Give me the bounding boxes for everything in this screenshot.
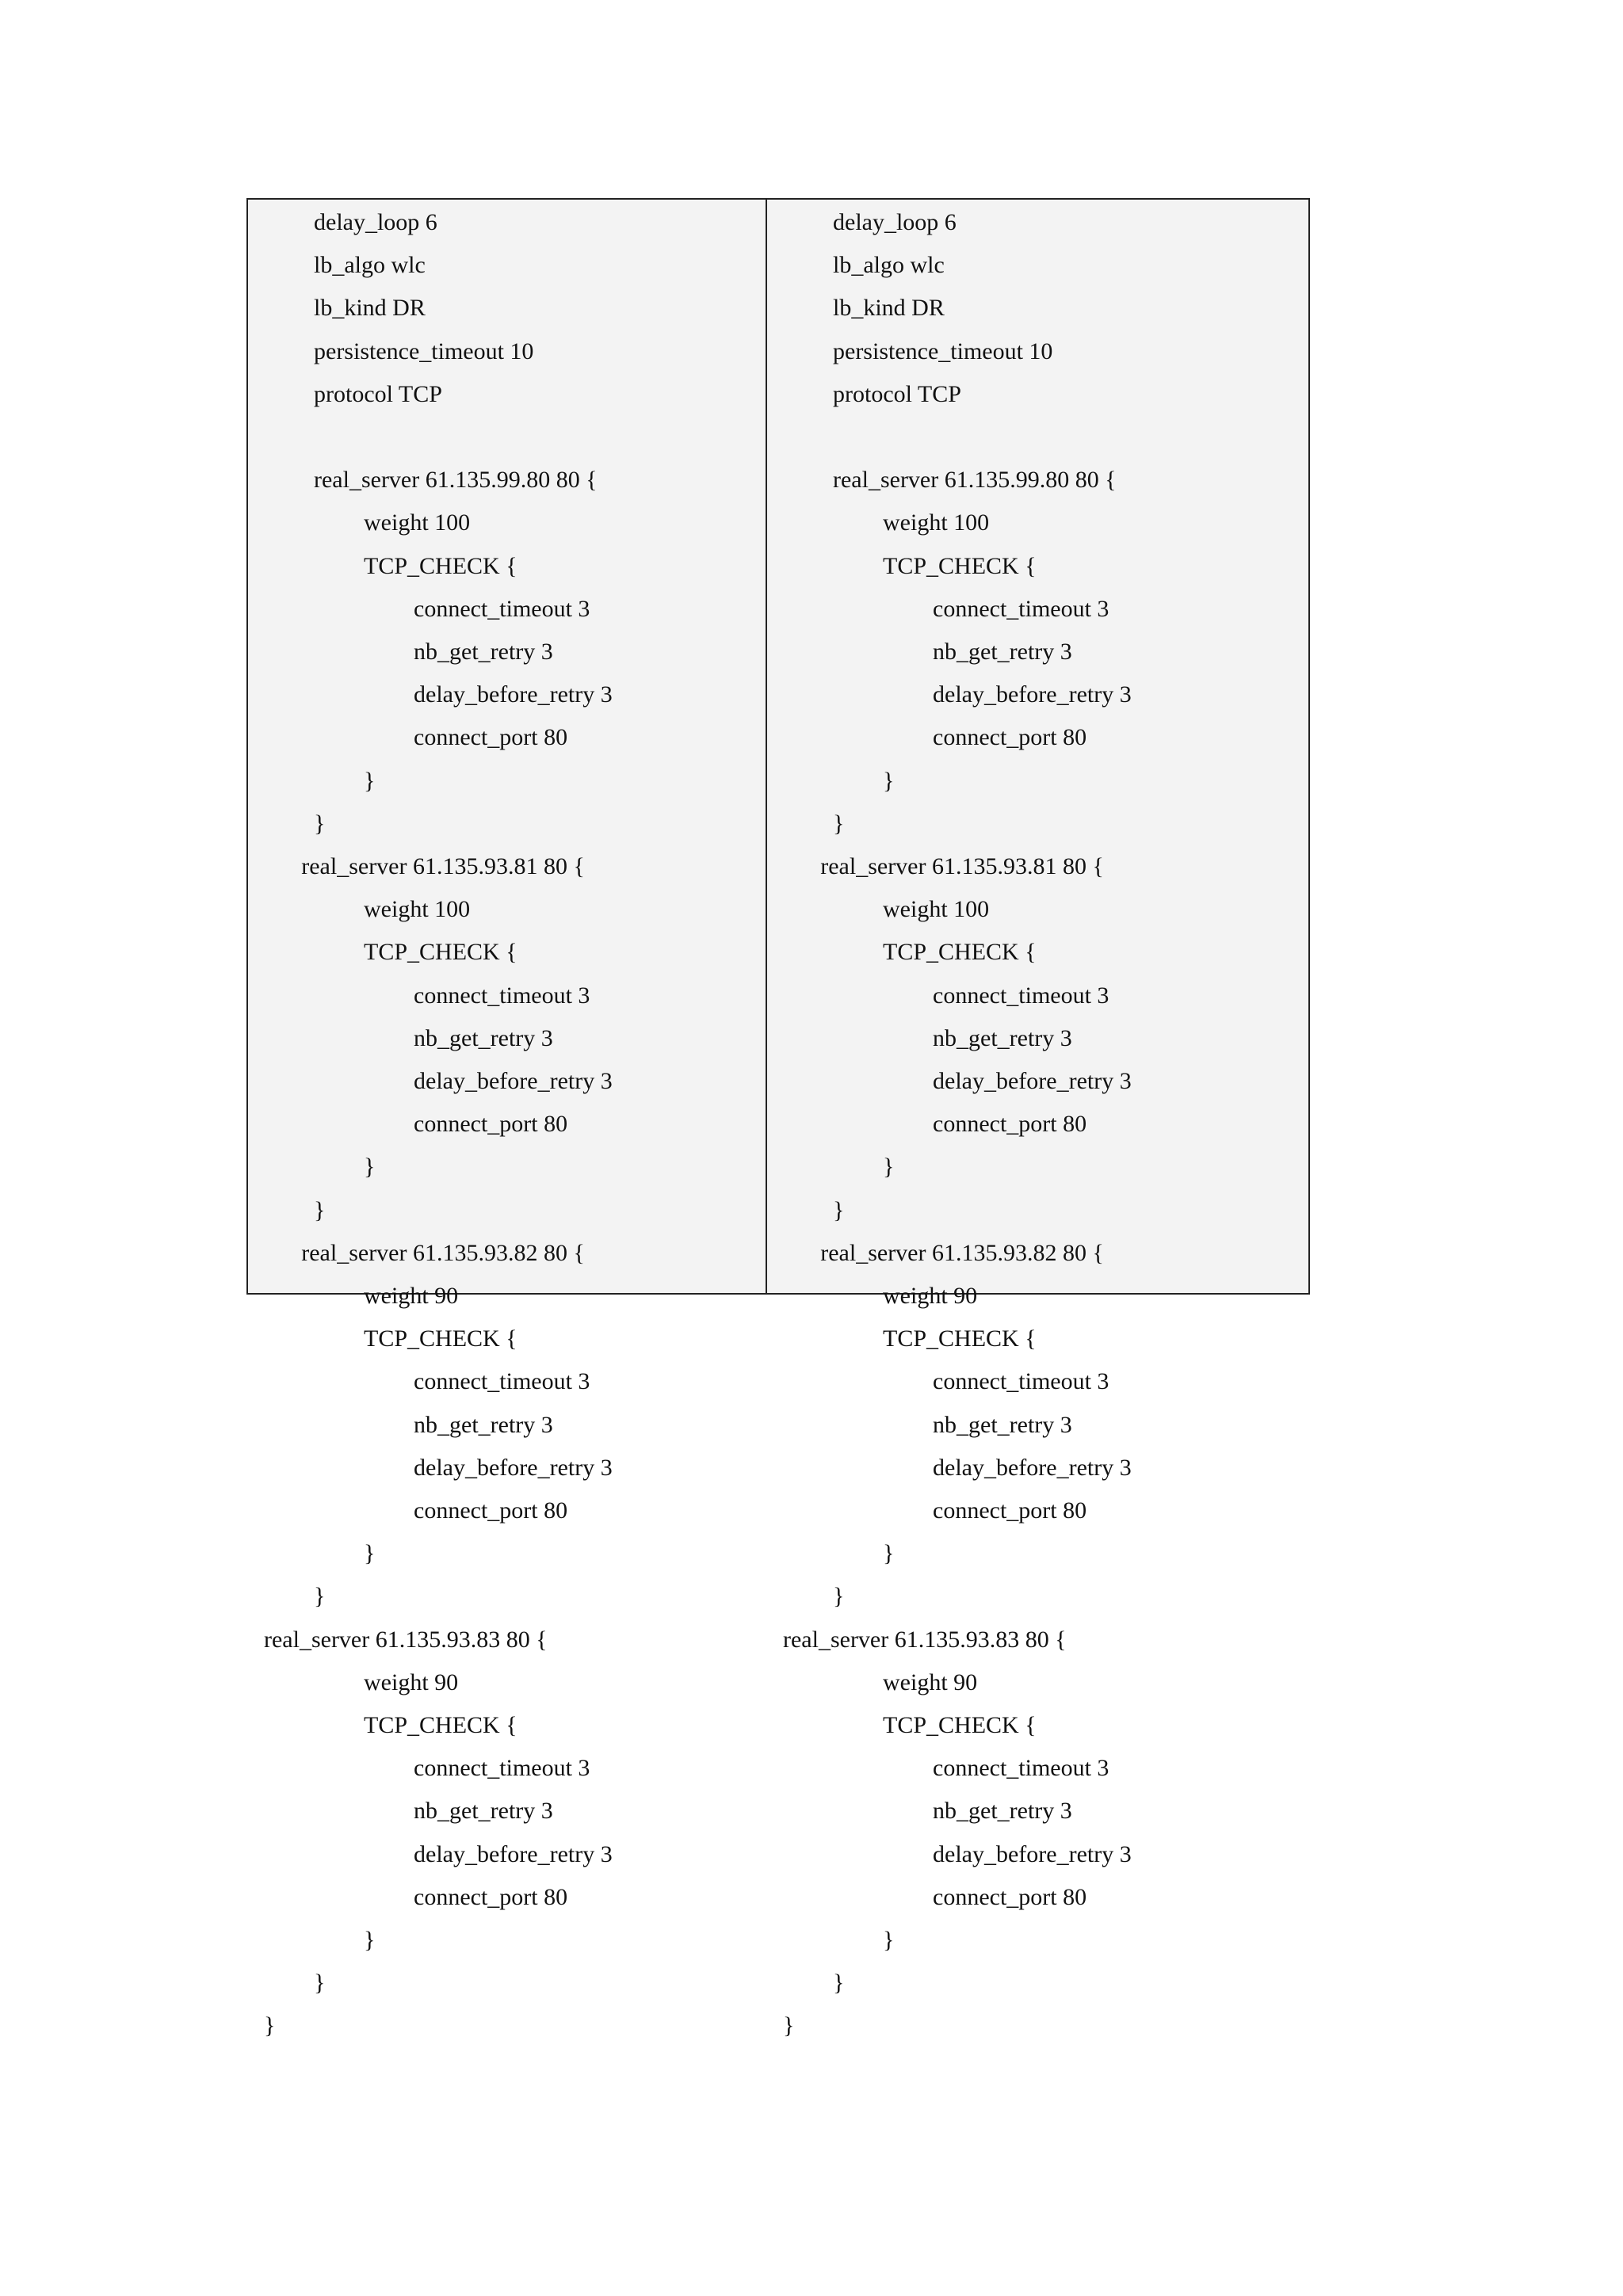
code-line: connect_timeout 3 xyxy=(933,1755,1109,1782)
code-line: connect_timeout 3 xyxy=(414,982,590,1009)
code-line: weight 100 xyxy=(364,896,471,923)
code-line: weight 90 xyxy=(883,1669,978,1695)
code-line: weight 90 xyxy=(883,1283,978,1309)
code-line: } xyxy=(883,1154,895,1180)
code-line: nb_get_retry 3 xyxy=(414,1411,553,1438)
code-line: connect_port 80 xyxy=(414,724,568,751)
code-line: } xyxy=(364,1540,376,1567)
code-line: delay_before_retry 3 xyxy=(933,1068,1132,1094)
code-line: connect_timeout 3 xyxy=(933,1368,1109,1395)
code-line: } xyxy=(883,1927,895,1953)
code-line: nb_get_retry 3 xyxy=(414,1024,553,1051)
code-line: } xyxy=(314,1583,326,1610)
code-line: delay_loop 6 xyxy=(833,209,957,235)
code-line: } xyxy=(364,1154,376,1180)
code-line: TCP_CHECK { xyxy=(883,939,1037,966)
code-line: persistence_timeout 10 xyxy=(833,338,1053,364)
code-line: connect_port 80 xyxy=(933,1883,1087,1910)
code-line: } xyxy=(364,767,376,794)
code-line: } xyxy=(833,1970,845,1997)
code-line: } xyxy=(833,810,845,837)
code-line: nb_get_retry 3 xyxy=(933,639,1072,665)
code-line: TCP_CHECK { xyxy=(883,1712,1037,1738)
code-line: } xyxy=(264,2012,276,2039)
code-line: TCP_CHECK { xyxy=(883,552,1037,579)
code-line: lb_algo wlc xyxy=(314,252,426,279)
code-line: nb_get_retry 3 xyxy=(933,1798,1072,1825)
code-line: connect_port 80 xyxy=(414,1111,568,1138)
code-line: connect_timeout 3 xyxy=(414,1755,590,1782)
code-line: } xyxy=(314,1970,326,1997)
code-line: delay_before_retry 3 xyxy=(933,1454,1132,1481)
code-line: connect_timeout 3 xyxy=(414,595,590,622)
code-line: protocol TCP xyxy=(314,380,442,407)
left-code-column xyxy=(248,200,767,2039)
code-line: delay_before_retry 3 xyxy=(414,1840,613,1867)
code-line: real_server 61.135.93.81 80 { xyxy=(301,853,585,879)
code-line: delay_before_retry 3 xyxy=(414,681,613,708)
code-line: TCP_CHECK { xyxy=(364,1712,517,1738)
code-line: delay_loop 6 xyxy=(314,209,437,235)
code-line: delay_before_retry 3 xyxy=(933,681,1132,708)
code-line: real_server 61.135.93.82 80 { xyxy=(820,1239,1104,1266)
code-line: delay_before_retry 3 xyxy=(933,1840,1132,1867)
code-line: } xyxy=(883,767,895,794)
code-line: nb_get_retry 3 xyxy=(933,1411,1072,1438)
code-line: nb_get_retry 3 xyxy=(933,1024,1072,1051)
code-comparison-table xyxy=(246,198,1310,2039)
code-line: weight 100 xyxy=(883,896,990,923)
code-line: real_server 61.135.93.83 80 { xyxy=(264,1626,548,1653)
code-line: lb_algo wlc xyxy=(833,252,945,279)
code-line: connect_timeout 3 xyxy=(933,595,1109,622)
code-line: connect_port 80 xyxy=(933,1497,1087,1524)
code-line: real_server 61.135.93.83 80 { xyxy=(783,1626,1067,1653)
code-line: persistence_timeout 10 xyxy=(314,338,534,364)
code-line: connect_port 80 xyxy=(414,1883,568,1910)
code-line: } xyxy=(314,1196,326,1223)
code-line: connect_timeout 3 xyxy=(414,1368,590,1395)
code-line: TCP_CHECK { xyxy=(883,1325,1037,1352)
code-line: } xyxy=(364,1927,376,1953)
code-line: TCP_CHECK { xyxy=(364,552,517,579)
code-line: real_server 61.135.99.80 80 { xyxy=(833,467,1117,494)
code-line: connect_port 80 xyxy=(933,1111,1087,1138)
right-code-column xyxy=(767,200,1308,2039)
code-line: connect_port 80 xyxy=(414,1497,568,1524)
code-line: nb_get_retry 3 xyxy=(414,639,553,665)
code-line: delay_before_retry 3 xyxy=(414,1454,613,1481)
code-line: protocol TCP xyxy=(833,380,961,407)
code-line: real_server 61.135.93.82 80 { xyxy=(301,1239,585,1266)
code-line: weight 100 xyxy=(364,509,471,536)
code-line: } xyxy=(314,810,326,837)
code-line: lb_kind DR xyxy=(314,295,426,322)
code-line: weight 100 xyxy=(883,509,990,536)
code-line: weight 90 xyxy=(364,1669,459,1695)
code-line: } xyxy=(833,1196,845,1223)
code-line: connect_timeout 3 xyxy=(933,982,1109,1009)
code-line: } xyxy=(833,1583,845,1610)
code-line: TCP_CHECK { xyxy=(364,1325,517,1352)
code-line: real_server 61.135.93.81 80 { xyxy=(820,853,1104,879)
code-line: real_server 61.135.99.80 80 { xyxy=(314,467,598,494)
code-line: lb_kind DR xyxy=(833,295,945,322)
code-line: connect_port 80 xyxy=(933,724,1087,751)
code-line: TCP_CHECK { xyxy=(364,939,517,966)
code-line: delay_before_retry 3 xyxy=(414,1068,613,1094)
code-line: } xyxy=(883,1540,895,1567)
code-line: nb_get_retry 3 xyxy=(414,1798,553,1825)
code-line: } xyxy=(783,2012,795,2039)
code-line: weight 90 xyxy=(364,1283,459,1309)
